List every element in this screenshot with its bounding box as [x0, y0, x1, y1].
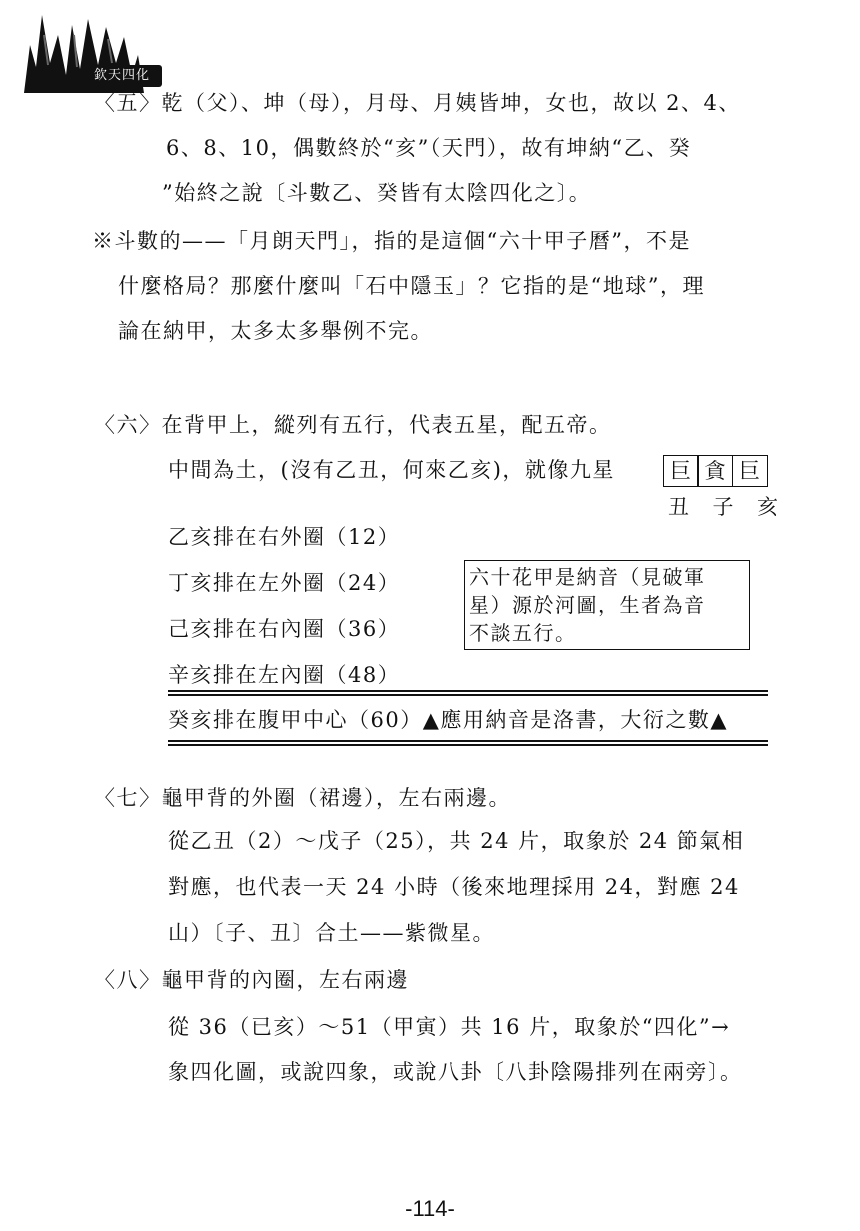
text-line: ※斗數的——「月朗天門」，指的是這個“六十甲子曆”，不是 [92, 229, 691, 253]
text-line: ”始終之說〔斗數乙、癸皆有太陰四化之〕。 [162, 181, 592, 205]
text-line: 從乙丑（2）～戊子（25），共 24 片，取象於 24 節氣相 [168, 829, 745, 853]
text-line: 〈八〉龜甲背的內圈，左右兩邊 [94, 968, 409, 992]
text-line: 〈六〉在背甲上，縱列有五行，代表五星，配五帝。 [94, 413, 612, 437]
star-box-row [664, 455, 768, 487]
star-box: 巨 [732, 455, 768, 487]
double-rule [168, 690, 768, 696]
note-line: 不談五行。 [469, 621, 577, 645]
double-rule [168, 740, 768, 746]
highlight-line: 癸亥排在腹甲中心（60）▲應用納音是洛書，大衍之數▲ [168, 708, 729, 732]
note-box [464, 560, 750, 650]
branch-label: 丑 [668, 495, 689, 519]
text-line: 象四化圖，或說四象，或說八卦〔八卦陰陽排列在兩旁〕。 [168, 1060, 743, 1084]
text-line: 丁亥排在左外圈（24） [168, 571, 401, 595]
text-line: 山）〔子、丑〕合土——紫微星。 [168, 921, 495, 945]
star-box: 巨 [663, 455, 699, 487]
text-line: 〈七〉龜甲背的外圈（裙邊），左右兩邊。 [94, 786, 511, 810]
text-line: 中間為土，(沒有乙丑，何來乙亥)，就像九星 [168, 458, 615, 482]
text-line: 6、8、10，偶數終於“亥”（天門），故有坤納“乙、癸 [166, 136, 692, 160]
text-line: 對應，也代表一天 24 小時（後來地理採用 24，對應 24 [168, 875, 740, 899]
logo-text: 欽天四化 [82, 65, 162, 87]
note-line: 六十花甲是納音（見破軍 [469, 565, 706, 589]
text-line: 從 36（已亥）～51（甲寅）共 16 片，取象於“四化”→ [168, 1015, 731, 1039]
text-line: 辛亥排在左內圈（48） [168, 663, 401, 687]
page-number: -114- [405, 1196, 455, 1221]
star-branches [668, 492, 778, 522]
publisher-logo [20, 5, 160, 95]
branch-label: 亥 [757, 495, 778, 519]
text-line: 〈五〉乾（父）、坤（母），月母、月姨皆坤，女也，故以 2、4、 [94, 91, 741, 115]
text-line: 什麼格局？那麼什麼叫「石中隱玉」？它指的是“地球”，理 [118, 274, 705, 298]
text-line: 己亥排在右內圈（36） [168, 617, 401, 641]
star-box: 貪 [697, 455, 733, 487]
branch-label: 子 [712, 495, 734, 519]
text-line: 乙亥排在右外圈（12） [168, 525, 401, 549]
note-line: 星）源於河圖，生者為音 [469, 593, 706, 617]
text-line: 論在納甲，太多太多舉例不完。 [118, 319, 433, 343]
